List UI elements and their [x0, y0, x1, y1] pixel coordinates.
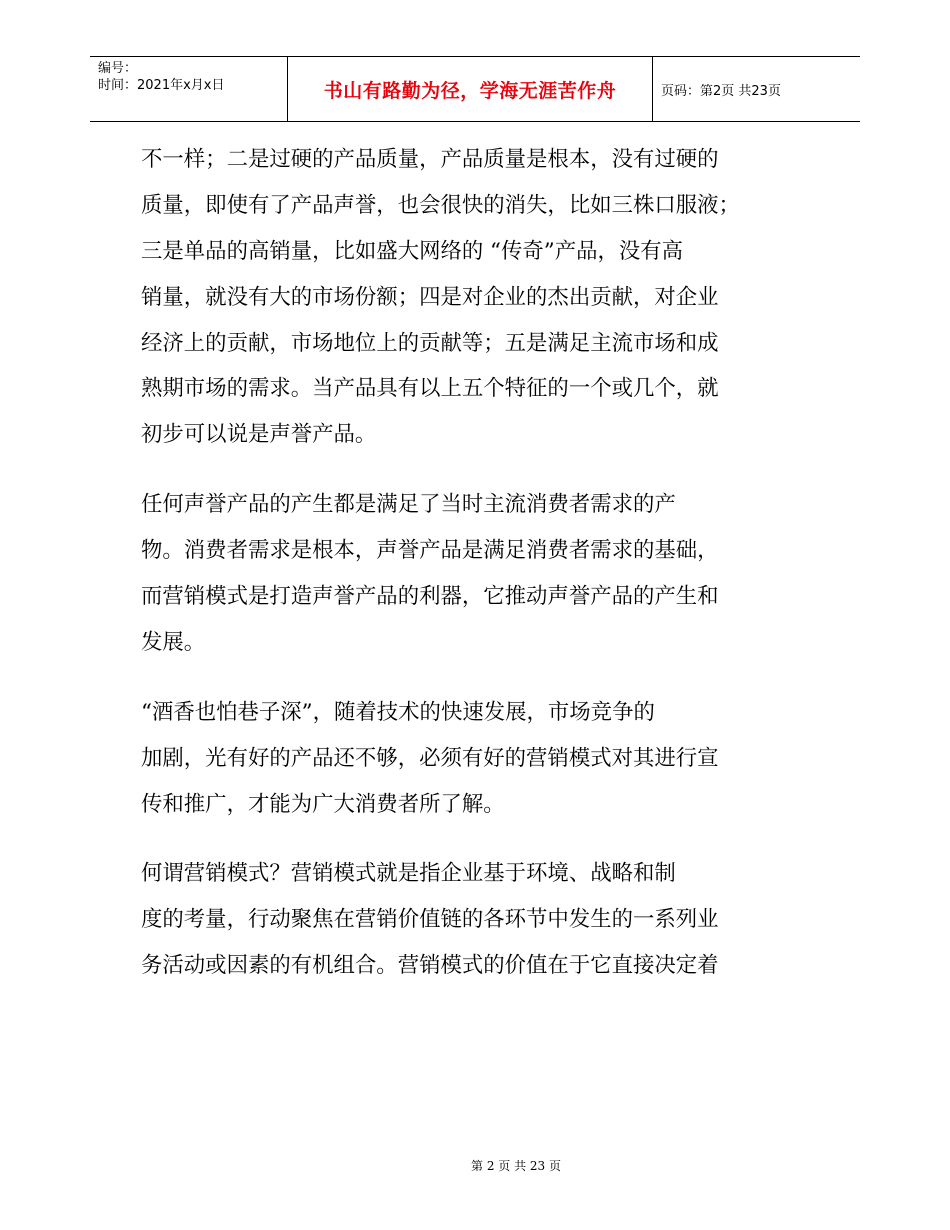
paragraph-gap [141, 666, 813, 690]
header-page-cell [653, 57, 860, 121]
text-line: 熟期市场的需求。当产品具有以上五个特征的一个或几个，就 [141, 376, 719, 402]
paragraph-gap [141, 458, 813, 482]
page-footer [0, 1157, 950, 1174]
text-line: 三是单品的高销量，比如盛大网络的 “传奇”产品，没有高 [141, 238, 684, 264]
text-line: 而营销模式是打造声誉产品的利器，它推动声誉产品的产生和 [141, 584, 719, 610]
paragraph [141, 137, 813, 458]
paragraph [141, 690, 813, 828]
header-page-number: 页码：第2页 共23页 [661, 83, 781, 99]
footer-page-number: 第 2 页 共 23 页 [471, 1159, 561, 1173]
text-line: 加剧，光有好的产品还不够，必须有好的营销模式对其进行宣 [141, 745, 719, 771]
text-line: 物。消费者需求是根本，声誉产品是满足消费者需求的基础， [141, 538, 719, 564]
document-time-label: 时间：2021年x月x日 [98, 78, 225, 93]
text-line: 任何声誉产品的产生都是满足了当时主流消费者需求的产 [141, 492, 676, 518]
text-line: 传和推广，才能为广大消费者所了解。 [141, 791, 505, 817]
text-line: 何谓营销模式？营销模式就是指企业基于环境、战略和制 [141, 861, 676, 887]
text-line: “酒香也怕巷子深”，随着技术的快速发展，市场竞争的 [141, 699, 655, 725]
text-line: 不一样；二是过硬的产品质量，产品质量是根本，没有过硬的 [141, 147, 719, 172]
text-line: 销量，就没有大的市场份额；四是对企业的杰出贡献，对企业 [141, 284, 719, 310]
page-header [90, 56, 860, 122]
text-line: 初步可以说是声誉产品。 [141, 422, 377, 448]
text-line: 经济上的贡献，市场地位上的贡献等；五是满足主流市场和成 [141, 330, 719, 356]
header-meta [90, 57, 287, 121]
document-code-label: 编号： [98, 61, 138, 76]
text-line: 度的考量，行动聚焦在营销价值链的各环节中发生的一系列业 [141, 907, 719, 933]
document-body [141, 137, 813, 989]
paragraph-gap [141, 827, 813, 851]
paragraph [141, 851, 813, 989]
motto-text: 书山有路勤为径，学海无涯苦作舟 [323, 79, 617, 102]
text-line: 质量，即使有了产品声誉，也会很快的消失，比如三株口服液； [141, 192, 740, 218]
text-line: 务活动或因素的有机组合。营销模式的价值在于它直接决定着 [141, 953, 719, 979]
text-line: 发展。 [141, 629, 206, 655]
header-motto-cell [287, 57, 653, 121]
paragraph [141, 482, 813, 666]
